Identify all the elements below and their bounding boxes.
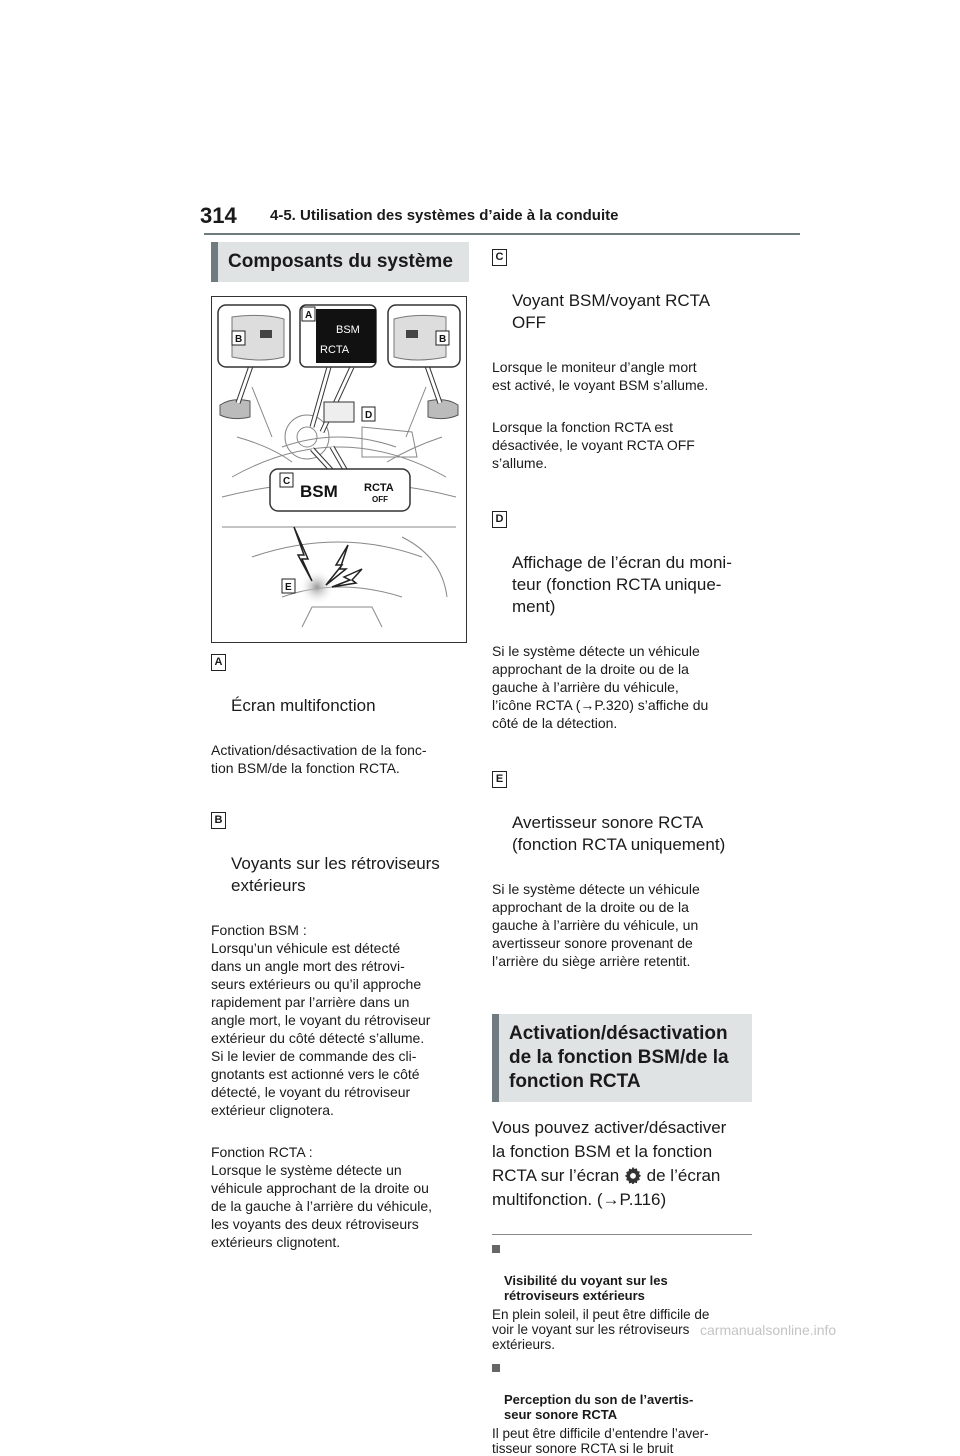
- item-c-title: Voyant BSM/voyant RCTA OFF: [512, 291, 711, 332]
- note-sound-title: Perception du son de l’avertis- seur sonore RCTA: [504, 1392, 694, 1422]
- item-c-body-2: Lorsque la fonction RCTA est désactivée, le voyant RCTA OFF s’allume.: [492, 419, 695, 471]
- activation-text-before: Vous pouvez activer/désactiver la fonction BSM et la fonction RCTA sur l’écran: [492, 1118, 727, 1185]
- callout-b-left: B: [235, 334, 243, 345]
- activation-paragraph: [492, 1116, 752, 1212]
- item-a-title: Écran multifonction: [231, 696, 376, 715]
- chapter-title: 4-5. Utilisation des systèmes d’aide à la conduite: [270, 207, 619, 224]
- item-a-body: Activation/désactivation de la fonc- tion BSM/de la fonction RCTA.: [211, 742, 427, 776]
- system-components-figure: [211, 296, 467, 643]
- item-c-badge: C: [492, 249, 507, 266]
- watermark: carmanualsonline.info: [700, 1322, 837, 1338]
- item-b: [211, 809, 469, 1275]
- dashboard-illustration: [212, 297, 466, 642]
- item-a-badge: A: [211, 654, 226, 671]
- item-d-badge: D: [492, 511, 507, 528]
- cluster-off-label: OFF: [372, 495, 388, 504]
- note-sound-body: Il peut être difficile d’entendre l’aver- tisseur sonore RCTA si le bruit: [492, 1426, 709, 1456]
- note-visibility-body: En plein soleil, il peut être difficile de voir le voyant sur les rétroviseurs extérieurs.: [492, 1307, 710, 1352]
- note-sound: [492, 1362, 752, 1456]
- screen-bsm-label: BSM: [336, 324, 360, 336]
- callout-c: C: [283, 476, 291, 487]
- gear-icon: [624, 1166, 642, 1184]
- item-d: [492, 508, 752, 756]
- note-bullet-icon: [492, 1364, 500, 1372]
- item-d-body: Si le système détecte un véhicule approchant de la droite ou de la gauche à l’arrière du véhicule, l’icône RCTA (→P.320) s’affiche du côté de la détection.: [492, 643, 709, 731]
- notes-rule: [492, 1234, 752, 1235]
- item-b-body-bsm: Fonction BSM : Lorsqu’un véhicule est détecté dans un angle mort des rétrovi- seurs extérieurs ou qu’il approche rapidement par l’arrière dans un angle mort, le voyant du rétroviseur extérieur du côté détecté s’allume. Si le levier de commande des cli- gnotants est actionné vers le côté détecté, le voyant du rétroviseur extérieur clignotera.: [211, 922, 431, 1118]
- note-bullet-icon: [492, 1245, 500, 1253]
- callout-b-right: B: [439, 334, 447, 345]
- item-b-badge: B: [211, 812, 226, 829]
- item-b-body-rcta: Fonction RCTA : Lorsque le système détecte un véhicule approchant de la droite ou de la gauche à l’arrière du véhicule, les voyants des deux rétroviseurs extérieurs clignotent.: [211, 1144, 433, 1250]
- item-d-title: Affichage de l’écran du moni- teur (fonction RCTA unique- ment): [512, 553, 732, 616]
- callout-e: E: [285, 582, 292, 593]
- note-visibility-title: Visibilité du voyant sur les rétroviseurs extérieurs: [504, 1273, 668, 1303]
- item-e-body: Si le système détecte un véhicule approchant de la droite ou de la gauche à l’arrière du véhicule, un avertisseur sonore provenant de l’arrière du siège arrière retentit.: [492, 881, 700, 969]
- page-header: [200, 203, 800, 237]
- activation-text-after: de l’écran multifonction. (→P.116): [492, 1166, 721, 1209]
- item-a: [211, 651, 469, 801]
- page-number: 314: [200, 203, 237, 228]
- left-column: [211, 242, 469, 1275]
- cluster-rcta-label: RCTA: [364, 482, 394, 494]
- section-title-components: Composants du système: [211, 242, 469, 282]
- item-e-title: Avertisseur sonore RCTA (fonction RCTA uniquement): [512, 813, 726, 854]
- section-title-activation: Activation/désactivation de la fonction BSM/de la fonction RCTA: [492, 1014, 752, 1102]
- item-b-title: Voyants sur les rétroviseurs extérieurs: [231, 854, 440, 895]
- item-c-body-1: Lorsque le moniteur d’angle mort est activé, le voyant BSM s’allume.: [492, 359, 709, 393]
- cluster-bsm-label: BSM: [300, 482, 338, 501]
- header-rule: [204, 233, 800, 235]
- item-e-badge: E: [492, 771, 507, 788]
- right-column: [492, 242, 752, 1456]
- callout-a: A: [305, 310, 313, 321]
- screen-rcta-label: RCTA: [320, 344, 350, 356]
- callout-d: D: [365, 410, 373, 421]
- item-c: [492, 246, 752, 496]
- item-e: [492, 768, 752, 994]
